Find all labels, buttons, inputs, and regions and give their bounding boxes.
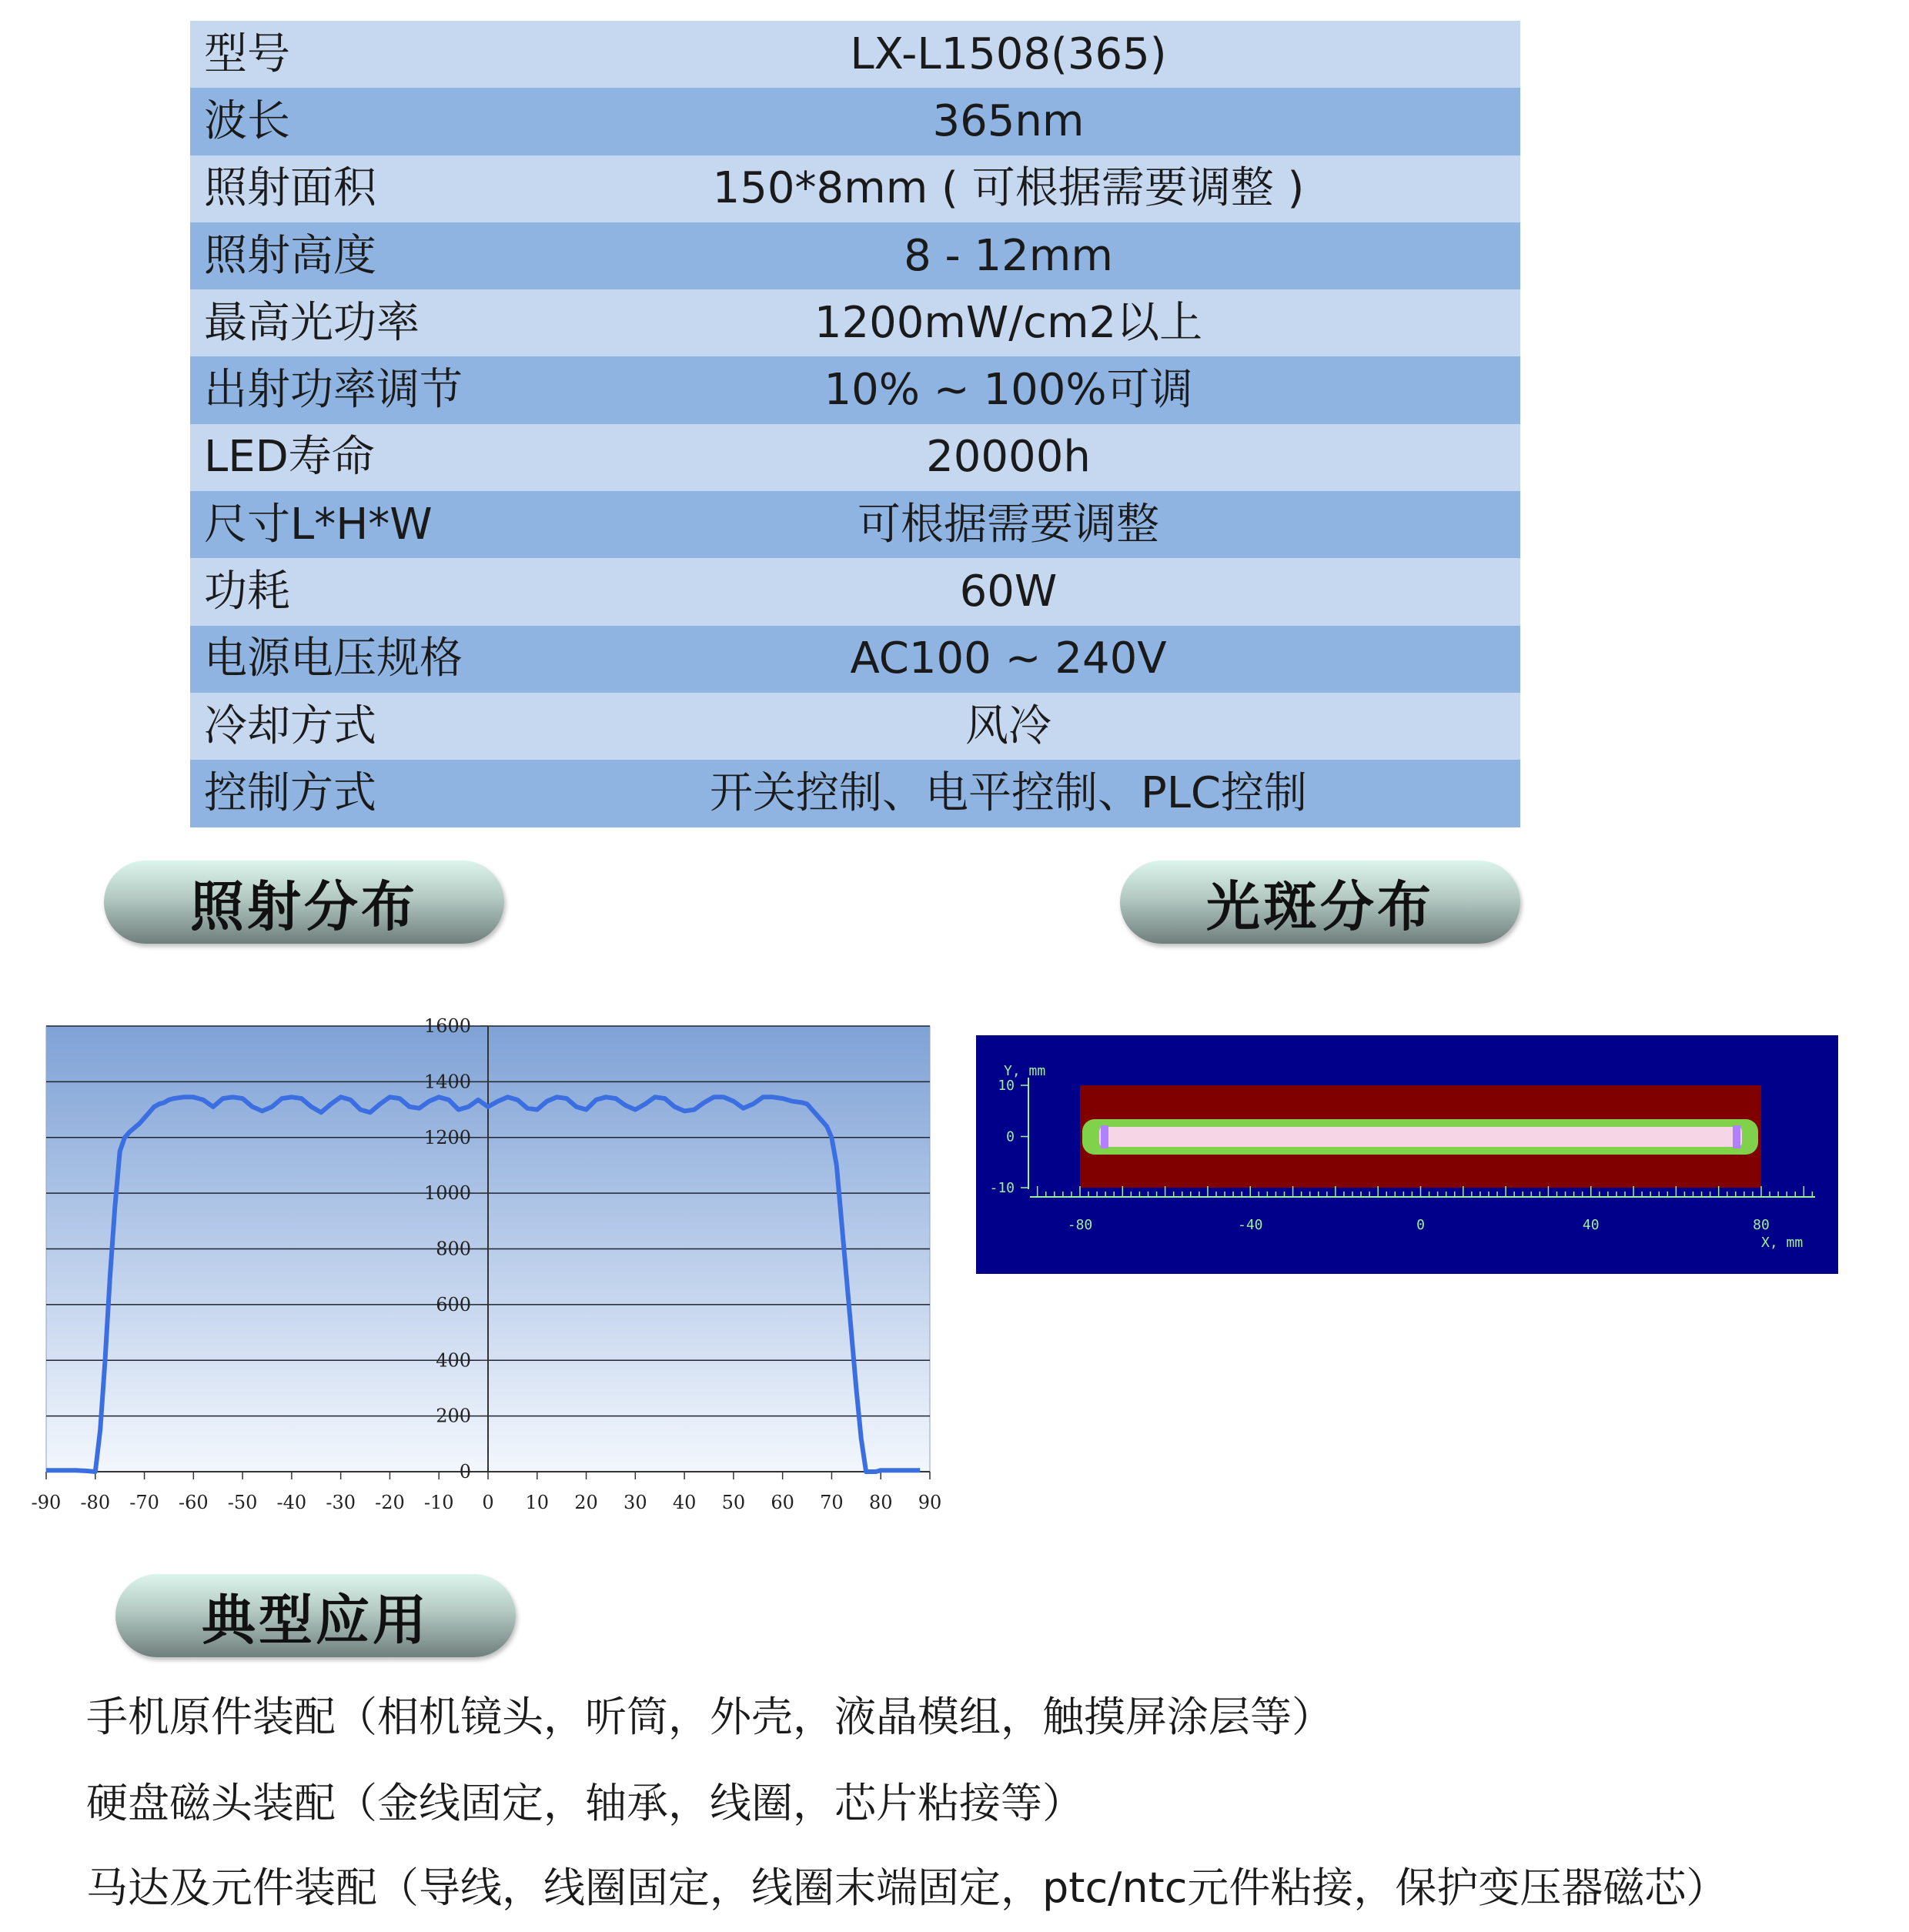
spec-label: 控制方式	[190, 760, 589, 827]
x-tick-label: 20	[574, 1492, 598, 1513]
spec-label: 波长	[190, 88, 589, 155]
spec-row-wavelength	[190, 88, 1520, 155]
spec-row-size	[190, 491, 1520, 558]
x-tick-label: 90	[918, 1492, 942, 1513]
map-x-tick-label: 80	[1753, 1217, 1770, 1233]
spec-label: 最高光功率	[190, 289, 589, 356]
spec-label: 照射高度	[190, 222, 589, 289]
spec-value: 20000h	[589, 424, 1520, 491]
spec-label: 功耗	[190, 558, 589, 625]
x-tick-label: -10	[423, 1492, 454, 1513]
spec-row-lifetime	[190, 424, 1520, 491]
y-tick-label: 600	[436, 1293, 471, 1315]
x-tick-label: -70	[129, 1492, 159, 1513]
x-tick-label: -90	[31, 1492, 62, 1513]
spec-label: 尺寸L*H*W	[190, 491, 589, 558]
map-y-tick-label: 0	[1006, 1128, 1015, 1145]
x-tick-label: 30	[624, 1492, 647, 1513]
x-tick-label: -40	[276, 1492, 307, 1513]
spec-table	[190, 21, 1520, 827]
x-axis-label: X, mm	[1761, 1235, 1804, 1251]
spec-label: 照射面积	[190, 155, 589, 222]
section-heading-applications: 典型应用	[115, 1574, 516, 1657]
spec-value: AC100 ~ 240V	[589, 626, 1520, 693]
y-axis-label: Y, mm	[1004, 1063, 1046, 1079]
y-tick-label: 800	[436, 1238, 471, 1260]
map-y-tick-label: -10	[989, 1180, 1015, 1196]
x-tick-label: -20	[375, 1492, 405, 1513]
spec-value: 150*8mm ( 可根据需要调整 )	[589, 155, 1520, 222]
spot-end-right	[1733, 1125, 1740, 1148]
spec-row-height	[190, 222, 1520, 289]
spec-label: 型号	[190, 21, 589, 88]
spec-value: 10% ~ 100%可调	[589, 356, 1520, 423]
spot-distribution-map	[976, 1035, 1838, 1274]
spec-value: 8 - 12mm	[589, 222, 1520, 289]
spec-value: 365nm	[589, 88, 1520, 155]
y-tick-label: 1200	[423, 1126, 471, 1148]
application-item: 手机原件装配（相机镜头，听筒，外壳，液晶模组，触摸屏涂层等）	[86, 1693, 1333, 1741]
spec-label: 出射功率调节	[190, 356, 589, 423]
spec-row-power-adjust	[190, 356, 1520, 423]
application-item: 马达及元件装配（导线，线圈固定，线圈末端固定，ptc/ntc元件粘接，保护变压器磁芯）	[86, 1863, 1728, 1912]
y-tick-label: 1600	[423, 1015, 471, 1037]
spec-row-control	[190, 760, 1520, 827]
x-tick-label: -30	[326, 1492, 356, 1513]
spec-value: 可根据需要调整	[589, 491, 1520, 558]
x-tick-label: -50	[227, 1492, 258, 1513]
spec-value: 60W	[589, 558, 1520, 625]
map-x-tick-label: -80	[1067, 1217, 1093, 1233]
spec-row-max-power	[190, 289, 1520, 356]
spec-label: LED寿命	[190, 424, 589, 491]
x-tick-label: 10	[525, 1492, 550, 1513]
x-tick-label: 70	[820, 1492, 844, 1513]
irradiation-distribution-chart	[0, 993, 954, 1532]
spot-end-left	[1101, 1125, 1108, 1148]
y-tick-label: 400	[436, 1349, 471, 1372]
spec-row-voltage	[190, 626, 1520, 693]
map-y-tick-label: 10	[998, 1078, 1015, 1094]
x-tick-label: 50	[721, 1492, 746, 1513]
spec-row-consumption	[190, 558, 1520, 625]
y-tick-label: 1400	[423, 1071, 471, 1093]
spec-row-cooling	[190, 693, 1520, 760]
section-heading-irradiation: 照射分布	[104, 861, 504, 944]
x-tick-label: 80	[868, 1492, 893, 1513]
y-tick-label: 200	[436, 1405, 471, 1427]
spec-value: 开关控制、电平控制、PLC控制	[589, 760, 1520, 827]
x-tick-label: -80	[80, 1492, 111, 1513]
y-tick-label: 1000	[423, 1182, 471, 1205]
section-heading-spot: 光斑分布	[1120, 861, 1520, 944]
x-tick-labels	[32, 1492, 942, 1513]
spec-row-area	[190, 155, 1520, 222]
spec-value: LX-L1508(365)	[589, 21, 1520, 88]
x-tick-label: 40	[672, 1492, 697, 1513]
spot-core	[1099, 1127, 1742, 1147]
map-x-tick-label: 0	[1416, 1217, 1425, 1233]
spec-value: 风冷	[589, 693, 1520, 760]
spec-label: 电源电压规格	[190, 626, 589, 693]
map-x-tick-label: 40	[1582, 1217, 1600, 1233]
spec-value: 1200mW/cm2以上	[589, 289, 1520, 356]
x-tick-label: 60	[771, 1492, 794, 1513]
x-tick-label: 0	[482, 1492, 494, 1513]
application-item: 硬盘磁头装配（金线固定，轴承，线圈，芯片粘接等）	[86, 1779, 1084, 1827]
y-tick-label: 0	[459, 1461, 471, 1482]
spec-label: 冷却方式	[190, 693, 589, 760]
x-tick-label: -60	[179, 1492, 209, 1513]
spec-row-model	[190, 21, 1520, 88]
map-x-tick-label: -40	[1237, 1217, 1263, 1233]
